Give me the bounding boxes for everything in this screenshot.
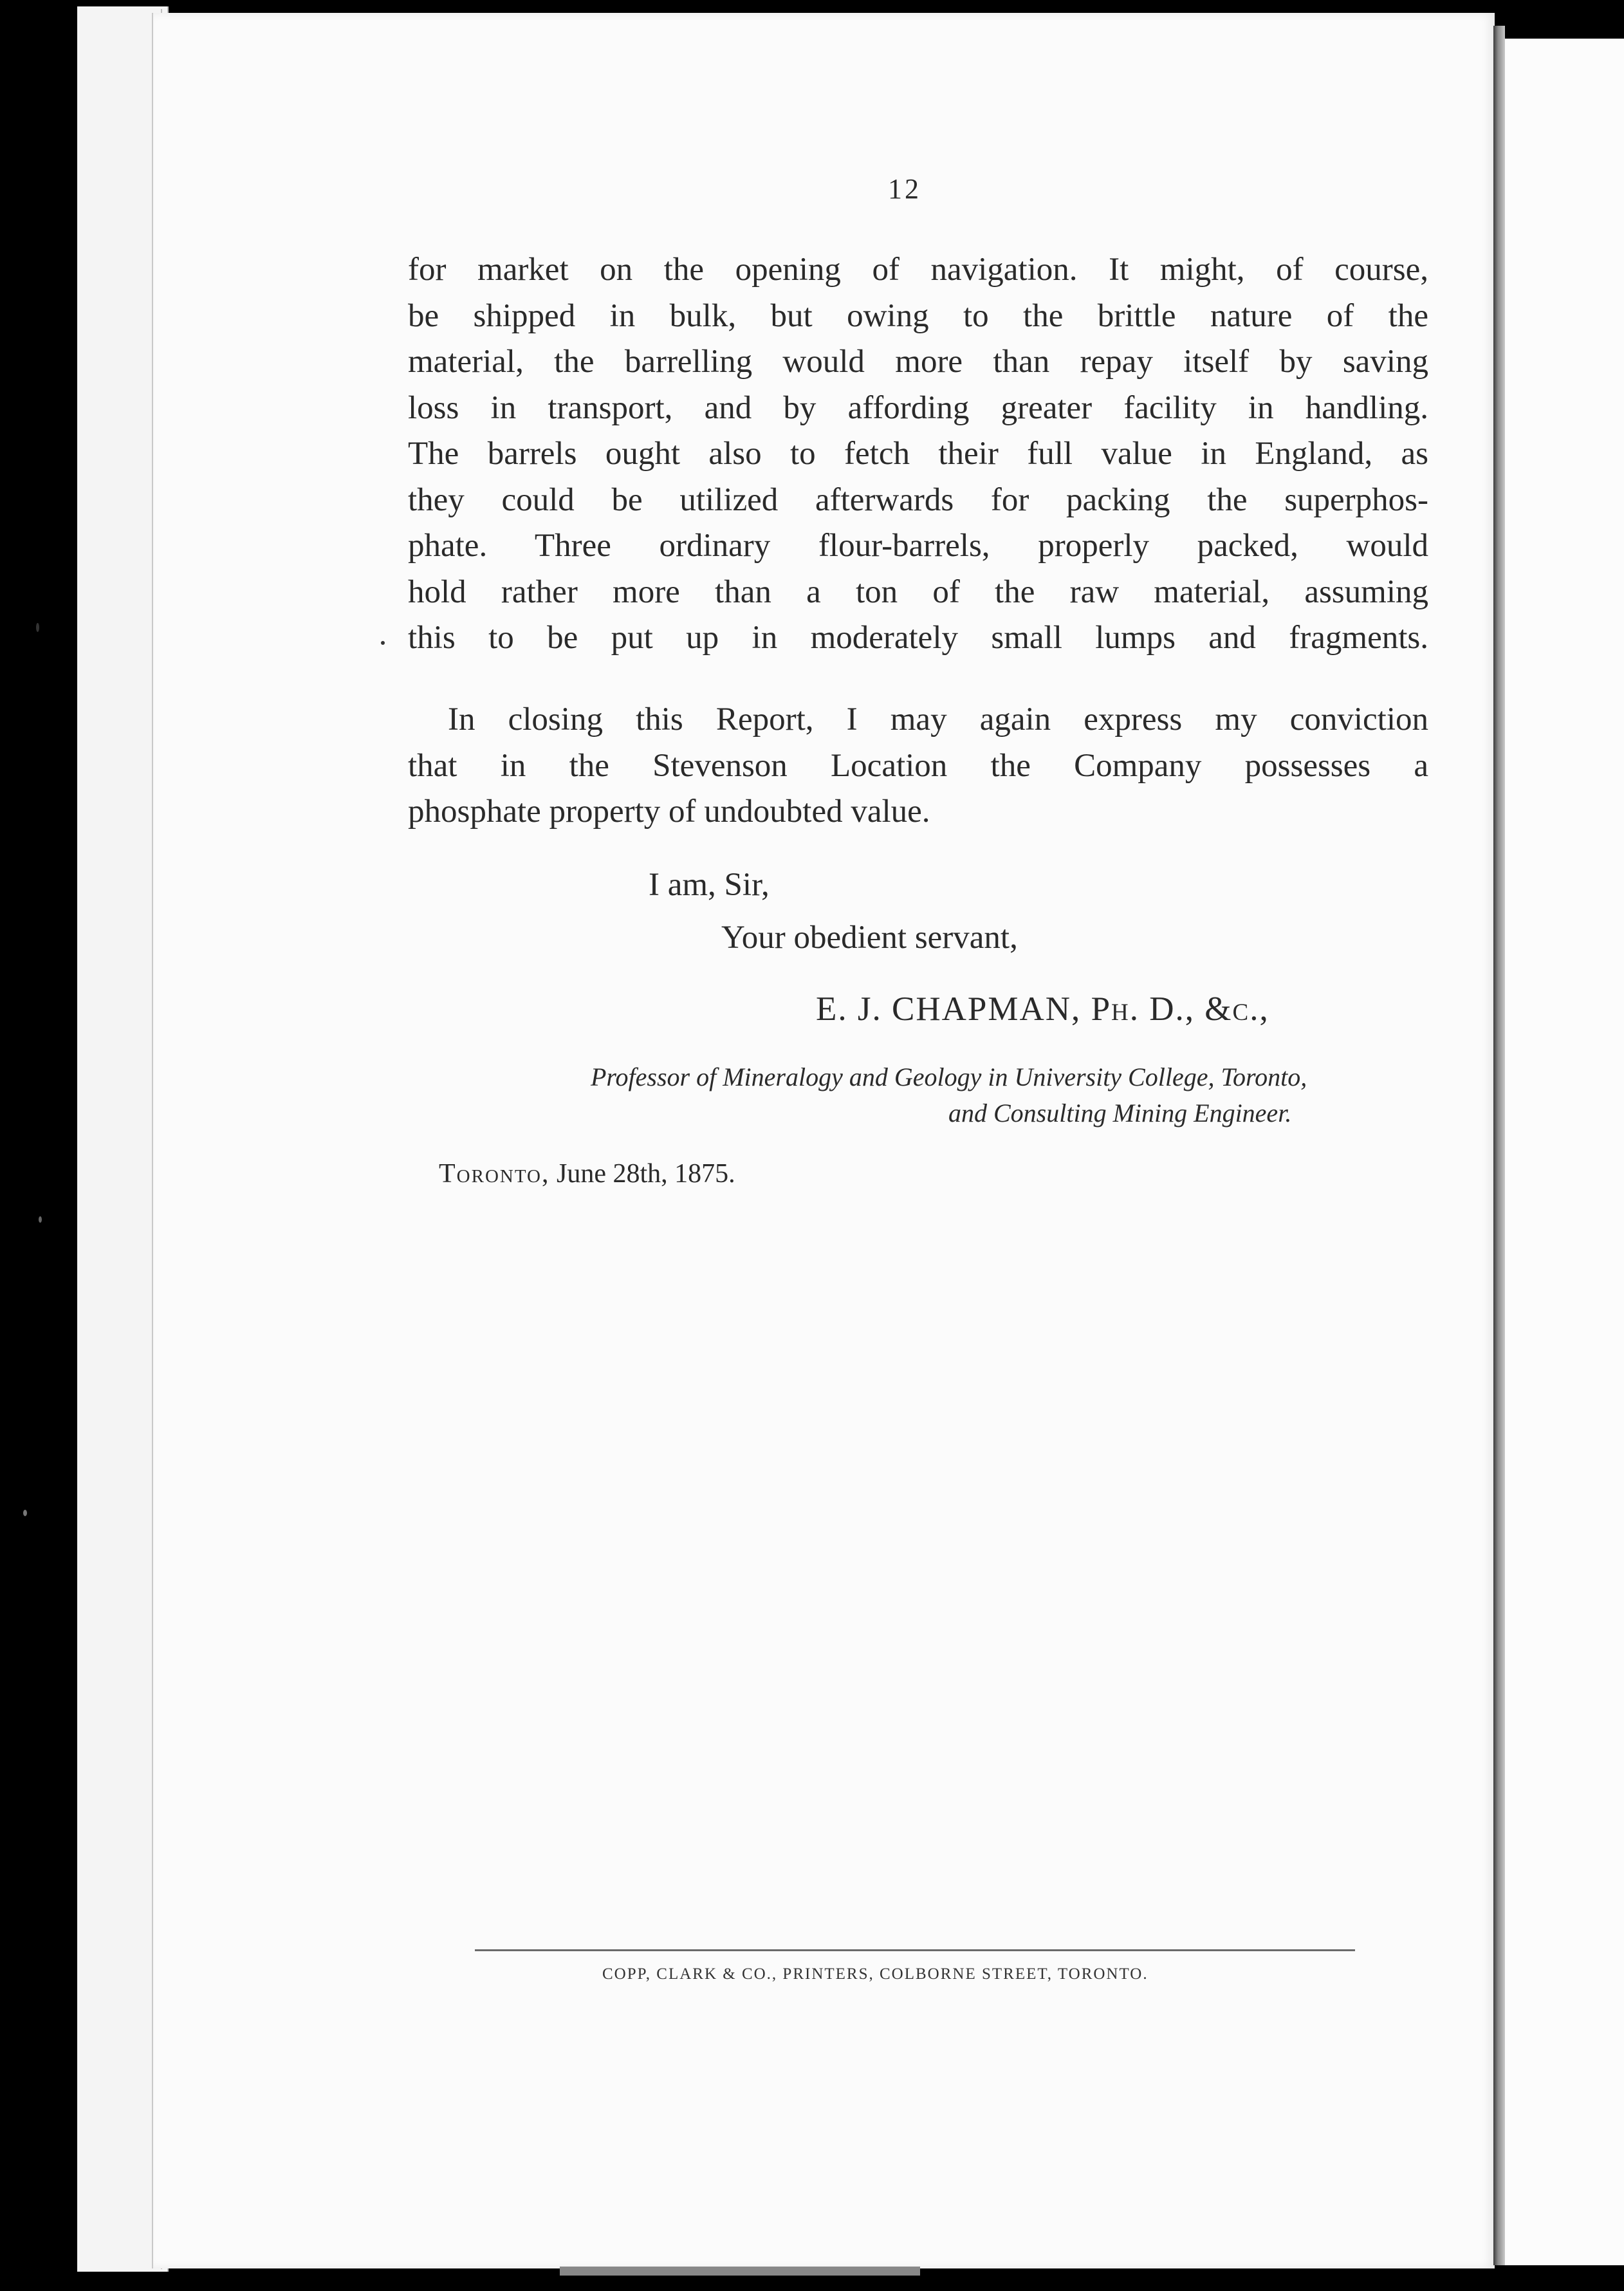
text-line: this to be put up in moderately small lumps and fragments. bbox=[408, 620, 1428, 656]
salutation: I am, Sir, bbox=[649, 867, 770, 903]
signature bbox=[816, 990, 1269, 1028]
text-line: be shipped in bulk, but owing to the brittle nature of the bbox=[408, 297, 1428, 334]
text-line: phate. Three ordinary flour-barrels, properly packed, would bbox=[408, 528, 1428, 564]
dateline-date: June 28th, 1875. bbox=[556, 1159, 735, 1189]
author-title-line-1: Professor of Mineralogy and Geology in University College, Toronto, bbox=[591, 1062, 1307, 1091]
text-line: hold rather more than a ton of the raw material, assuming bbox=[408, 573, 1428, 610]
footer-rule bbox=[475, 1949, 1355, 1951]
text-line: material, the barrelling would more than repay itself by saving bbox=[408, 344, 1428, 380]
printer-imprint: COPP, CLARK & CO., PRINTERS, COLBORNE STREET, TORONTO. bbox=[602, 1965, 1149, 1983]
scan-speck bbox=[39, 1216, 42, 1223]
page-bottom-edge bbox=[560, 2267, 920, 2276]
scan-speck bbox=[381, 641, 385, 645]
body-paragraph-2 bbox=[408, 697, 1428, 835]
body-paragraph-1 bbox=[408, 247, 1428, 662]
text-line: The barrels ought also to fetch their full value in England, as bbox=[408, 436, 1428, 472]
facing-page bbox=[1505, 39, 1624, 2265]
scan-speck bbox=[23, 1510, 27, 1516]
text-line: they could be utilized afterwards for packing the superphos- bbox=[408, 481, 1428, 518]
dateline-place: Toronto, bbox=[439, 1159, 550, 1189]
author-title-line-2: and Consulting Mining Engineer. bbox=[948, 1099, 1292, 1127]
dateline bbox=[439, 1158, 735, 1189]
scan-speck bbox=[36, 623, 39, 632]
text-line: In closing this Report, I may again express my conviction bbox=[448, 701, 1428, 737]
signature-degree: Ph. D., &c., bbox=[1091, 990, 1269, 1028]
valediction: Your obedient servant, bbox=[721, 920, 1018, 956]
text-line: phosphate property of undoubted value. bbox=[408, 793, 930, 830]
text-line: loss in transport, and by affording greater facility in handling. bbox=[408, 389, 1428, 426]
signature-name: E. J. CHAPMAN, bbox=[816, 990, 1082, 1028]
text-line: for market on the opening of navigation. It might, of course, bbox=[408, 252, 1428, 288]
page-gutter-shadow bbox=[1493, 26, 1505, 2265]
page-number: 12 bbox=[888, 173, 921, 205]
text-line: that in the Stevenson Location the Company possesses a bbox=[408, 747, 1428, 784]
